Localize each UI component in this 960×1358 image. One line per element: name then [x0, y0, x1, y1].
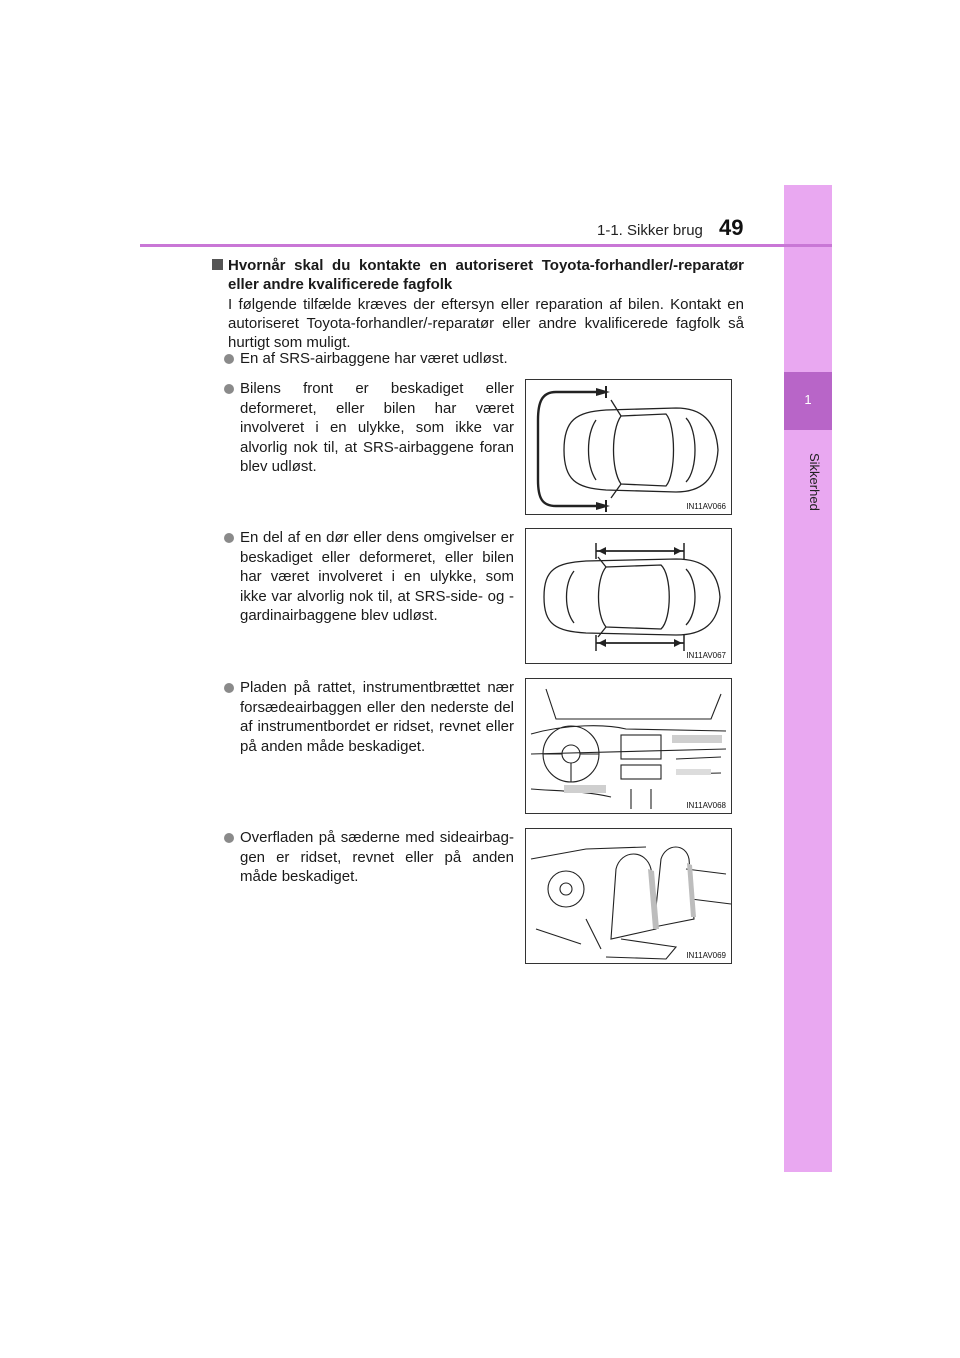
bullet-dot-icon [224, 533, 234, 543]
topic-heading-text: Hvornår skal du kontakte en autoriseret Toyota-forhandler/-reparatør eller andre kvalificerede fagfolk [228, 257, 744, 293]
bullet-dot-icon [224, 833, 234, 843]
list-item [224, 828, 514, 887]
bullet-dot-icon [224, 384, 234, 394]
figure-front-damage [525, 379, 732, 515]
chapter-number: 1 [804, 392, 812, 407]
figure-code: IN11AV067 [686, 651, 726, 660]
header-rule [140, 244, 832, 247]
figure-seats [525, 828, 732, 964]
topic-heading [214, 256, 744, 294]
figure-code: IN11AV068 [686, 801, 726, 810]
list-item [224, 349, 744, 369]
list-item [224, 528, 514, 626]
bullet-dot-icon [224, 683, 234, 693]
car-top-view-side-damage-icon [526, 529, 733, 665]
list-item-text: Overfladen på sæderne med sideairbag-gen er ridset, revnet eller på anden måde beskadiget. [240, 829, 514, 885]
list-item-text: Pladen på rattet, instrumentbrættet nær forsædeairbaggen eller den nederste del af instrumentbordet er ridset, revnet eller på anden måde beskadiget. [240, 679, 514, 755]
bullet-dot-icon [224, 354, 234, 364]
list-item-text: En af SRS-airbaggene har været udløst. [240, 350, 508, 367]
dashboard-interior-icon [526, 679, 733, 815]
list-item-text: Bilens front er beskadiget eller deformeret, eller bilen har været involveret i en ulykke, som ikke var alvorlig nok til, at SRS-airbaggene foran blev udløst. [240, 380, 514, 475]
chapter-side-tab [784, 185, 832, 1172]
front-seats-interior-icon [526, 829, 733, 965]
list-item-text: En del af en dør eller dens omgivelser er beskadiget eller deformeret, eller bilen har været involveret i en ulykke, som ikke var alvorlig nok til, at SRS-side- og -gardinairbaggene blev udløst. [240, 529, 514, 624]
square-bullet-icon [212, 259, 223, 270]
chapter-label: Sikkerhed [807, 453, 822, 511]
figure-code: IN11AV066 [686, 502, 726, 511]
figure-side-damage [525, 528, 732, 664]
car-top-view-front-damage-icon [526, 380, 733, 516]
figure-code: IN11AV069 [686, 951, 726, 960]
list-item [224, 379, 514, 477]
intro-paragraph: I følgende tilfælde kræves der eftersyn eller reparation af bilen. Kontakt en autoriseret Toyota-forhandler/-reparatør eller andre kvalificerede fagfolk så hurtigt som muligt. [228, 296, 744, 351]
section-title: 1-1. Sikker brug [597, 222, 703, 239]
list-item [224, 678, 514, 756]
page-number: 49 [719, 215, 744, 240]
figure-dashboard [525, 678, 732, 814]
